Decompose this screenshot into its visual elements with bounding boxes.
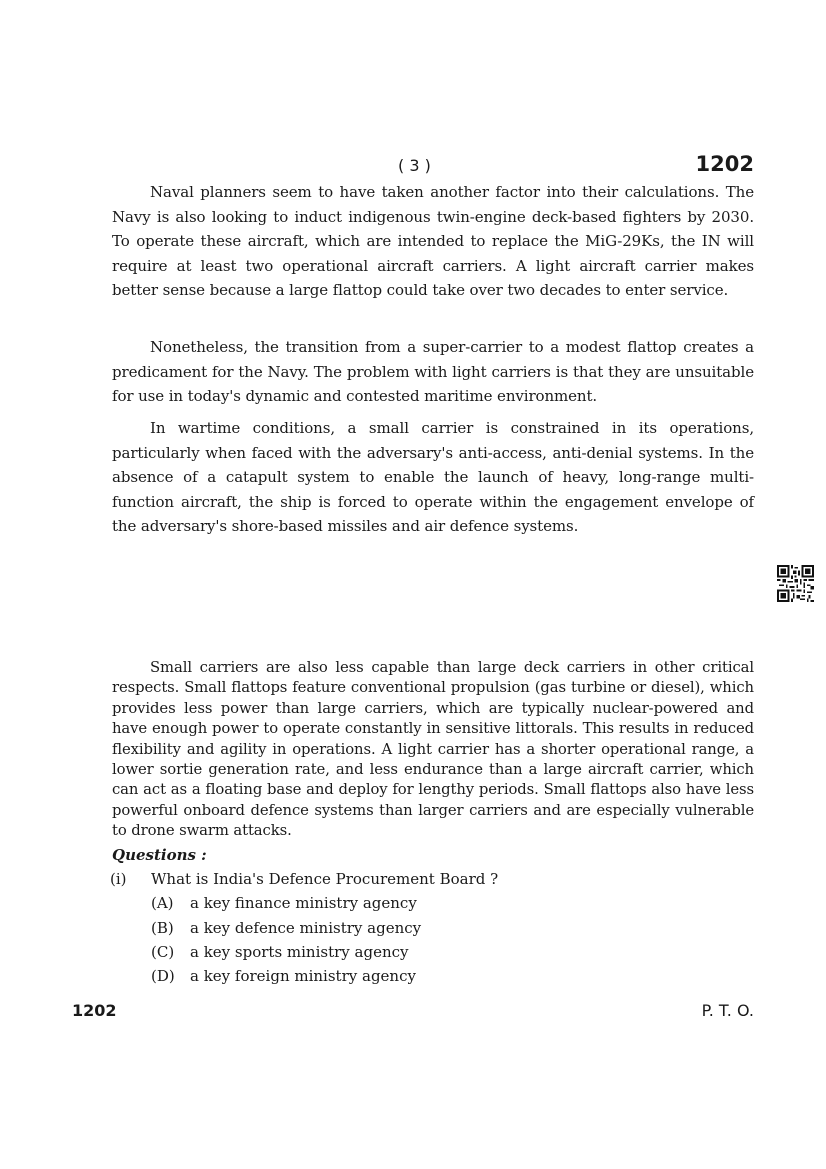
passage-paragraph-3: In wartime conditions, a small carrier is constrained in its operations, particularly when faced with the adversary's anti-access, anti-denial systems. In the absence of a catapult system to enable the launch of heavy, long-range multi-function aircraft, the ship is forced to operate within the engagement envelope of the adversary's shore-based missiles and air defence systems. xyxy=(112,419,754,536)
passage-paragraph-1: Naval planners seem to have taken another factor into their calculations. The Navy is also looking to induct indigenous twin-engine deck-based fighters by 2030. To operate these aircraft, which are intended to replace the MiG-29Ks, the IN will require at least two operational aircraft carriers. A light aircraft carrier makes better sense because a large flattop could take over two decades to enter service. xyxy=(112,183,754,300)
option-text-c: a key sports ministry agency xyxy=(190,943,409,961)
option-text-b: a key defence ministry agency xyxy=(190,919,422,937)
option-letter-c: (C) xyxy=(151,943,175,961)
qr-code-icon xyxy=(777,565,814,602)
question-number: (i) xyxy=(110,870,127,888)
passage-paragraph-4: Small carriers are also less capable than large deck carriers in other critical respects. Small flattops feature conventional propulsion (gas turbine or diesel), which provides less power than large carriers, which are typically nuclear-powered and have enough power to operate constantly in sensitive littorals. This results in reduced flexibility and agility in operations. A light carrier has a shorter operational range, a lower sortie generation rate, and less endurance than a large aircraft carrier, which can act as a floating base and deploy for lengthy periods. Small flattops also have less powerful onboard defence systems than larger carriers and are especially vulnerable to drone swarm attacks. xyxy=(112,659,754,840)
questions-heading: Questions : xyxy=(112,846,207,864)
option-letter-a: (A) xyxy=(151,894,174,912)
question-text: What is India's Defence Procurement Board ? xyxy=(151,870,499,888)
option-text-a: a key finance ministry agency xyxy=(190,894,417,912)
paper-code-top: 1202 xyxy=(695,152,754,176)
pto-label: P. T. O. xyxy=(701,1001,754,1020)
passage-paragraph-2: Nonetheless, the transition from a super-carrier to a modest flattop creates a predicament for the Navy. The problem with light carriers is that they are unsuitable for use in today's dynamic and contested maritime environment. xyxy=(112,338,754,406)
paper-code-bottom: 1202 xyxy=(72,1001,117,1020)
option-letter-b: (B) xyxy=(151,919,174,937)
option-letter-d: (D) xyxy=(151,967,175,985)
option-text-d: a key foreign ministry agency xyxy=(190,967,416,985)
page-number: ( 3 ) xyxy=(398,156,431,175)
